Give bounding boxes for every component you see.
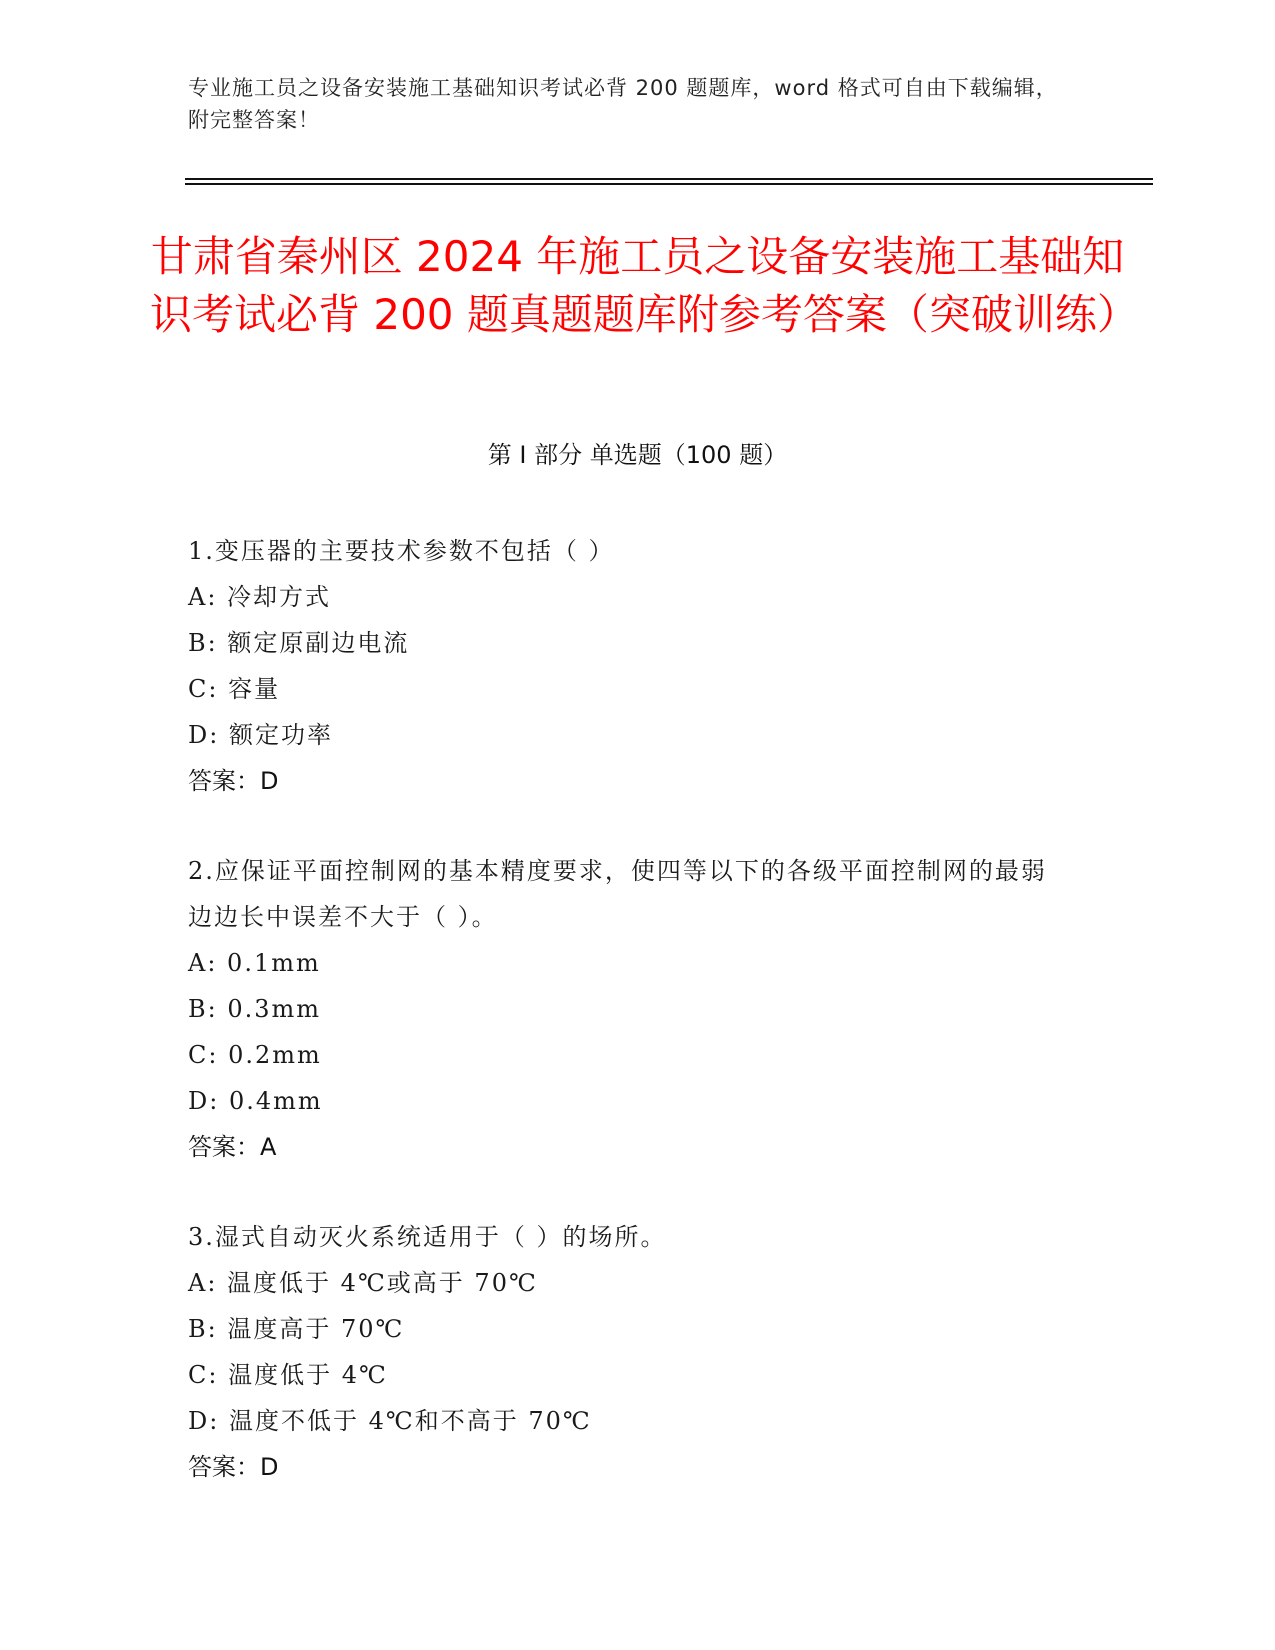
option-d: D: 0.4mm — [188, 1087, 323, 1115]
answer-text: 答案：D — [188, 1453, 279, 1481]
section-heading: 第 I 部分 单选题（100 题） — [487, 441, 788, 469]
question-item-2 — [188, 848, 1088, 1170]
question-item-1 — [188, 528, 1088, 804]
question-stem: 1.变压器的主要技术参数不包括（ ） — [188, 537, 615, 565]
option-c: C: 0.2mm — [188, 1041, 322, 1069]
header-divider-bottom — [185, 183, 1153, 185]
option-a: A: 0.1mm — [188, 949, 321, 977]
option-a: A: 温度低于 4℃或高于 70℃ — [188, 1269, 538, 1297]
answer-text: 答案：D — [188, 767, 279, 795]
question-item-3 — [188, 1214, 1088, 1490]
option-b: B: 额定原副边电流 — [188, 629, 410, 657]
header-note: 专业施工员之设备安装施工基础知识考试必背 200 题题库，word 格式可自由下载编辑，附完整答案！ — [188, 76, 1058, 132]
option-c: C: 容量 — [188, 675, 281, 703]
option-a: A: 冷却方式 — [188, 583, 332, 611]
answer-text: 答案：A — [188, 1133, 277, 1161]
option-b: B: 温度高于 70℃ — [188, 1315, 405, 1343]
option-c: C: 温度低于 4℃ — [188, 1361, 388, 1389]
document-title: 甘肃省秦州区 2024 年施工员之设备安装施工基础知识考试必背 200 题真题题库附参考答案（突破训练） — [150, 232, 1139, 339]
header-divider-top — [185, 178, 1153, 180]
question-stem: 2.应保证平面控制网的基本精度要求，使四等以下的各级平面控制网的最弱边边长中误差不大于（ ）。 — [188, 857, 1047, 931]
question-stem: 3.湿式自动灭火系统适用于（ ）的场所。 — [188, 1223, 667, 1251]
option-b: B: 0.3mm — [188, 995, 322, 1023]
option-d: D: 温度不低于 4℃和不高于 70℃ — [188, 1407, 592, 1435]
option-d: D: 额定功率 — [188, 721, 333, 749]
question-list — [188, 528, 1088, 1534]
